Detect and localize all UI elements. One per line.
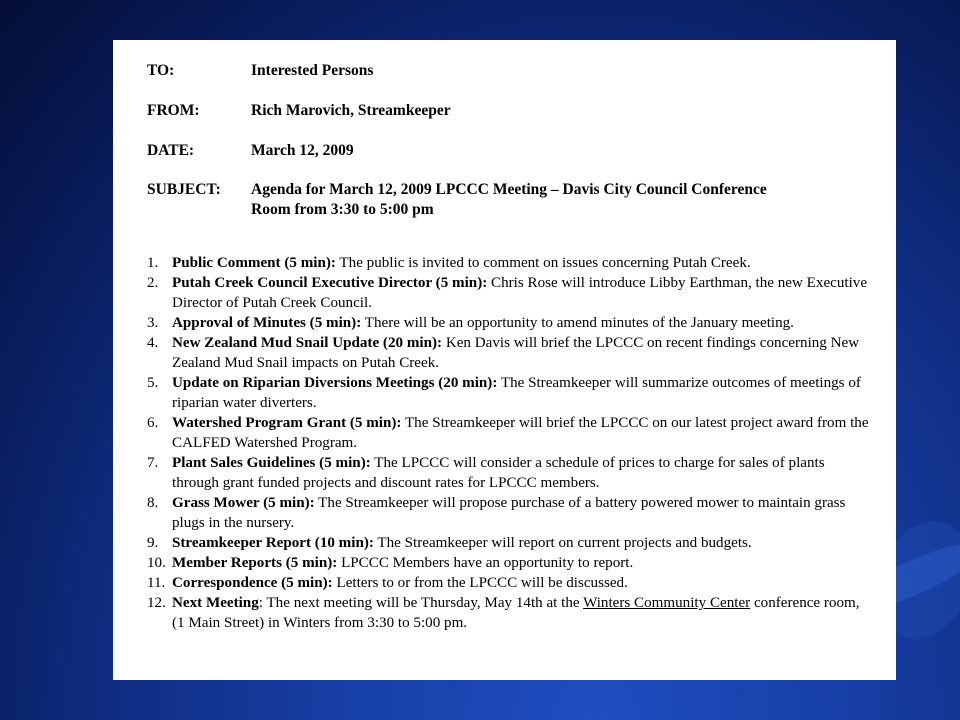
agenda-item-title: Streamkeeper Report (10 min): <box>172 535 374 551</box>
agenda-item <box>147 553 872 573</box>
memo-subject-value <box>251 180 851 220</box>
memo-document <box>113 40 896 680</box>
agenda-item-number: 9. <box>147 535 159 551</box>
winters-community-center-link[interactable]: Winters Community Center <box>583 595 751 611</box>
agenda-item <box>147 533 872 553</box>
agenda-item-title: Approval of Minutes (5 min): <box>172 315 362 331</box>
agenda-item-number: 6. <box>147 415 159 431</box>
agenda-item-text: The Streamkeeper will propose purchase of a battery powered mower to maintain grass plugs in the nursery. <box>172 495 846 531</box>
agenda-item-number: 3. <box>147 315 159 331</box>
agenda-item-title: Plant Sales Guidelines (5 min): <box>172 455 371 471</box>
agenda-item-number: 7. <box>147 455 159 471</box>
memo-from-value: Rich Marovich, Streamkeeper <box>251 102 451 119</box>
agenda-item-number: 5. <box>147 375 159 391</box>
agenda-item <box>147 253 872 273</box>
memo-subject-line: Room from 3:30 to 5:00 pm <box>251 201 434 218</box>
agenda-item-title: Next Meeting <box>172 595 259 611</box>
agenda-item-number: 12. <box>147 595 166 611</box>
agenda-item-title: Putah Creek Council Executive Director (5 min): <box>172 275 488 291</box>
agenda-item-number: 4. <box>147 335 159 351</box>
agenda-list <box>147 253 872 633</box>
agenda-item-title: Watershed Program Grant (5 min): <box>172 415 402 431</box>
agenda-item-title: Correspondence (5 min): <box>172 575 333 591</box>
agenda-item-number: 2. <box>147 275 159 291</box>
agenda-item-text: : The next meeting will be Thursday, May 14th at the <box>258 595 584 611</box>
agenda-item-number: 11. <box>147 575 166 591</box>
agenda-item-text: Chris Rose will introduce Libby Earthman, the new Executive Director of Putah Creek Council. <box>172 275 868 311</box>
memo-to-value: Interested Persons <box>251 62 374 79</box>
agenda-item-text: Ken Davis will brief the LPCCC on recent findings concerning New Zealand Mud Snail impacts on Putah Creek. <box>172 335 860 371</box>
agenda-item-title: Grass Mower (5 min): <box>172 495 315 511</box>
agenda-item <box>147 453 872 493</box>
agenda-item-text: conference room, (1 Main Street) in Winters from 3:30 to 5:00 pm. <box>172 595 860 631</box>
agenda-item <box>147 413 872 453</box>
memo-subject-line: Agenda for March 12, 2009 LPCCC Meeting – Davis City Council Conference <box>251 181 767 198</box>
memo-date-value: March 12, 2009 <box>251 142 354 159</box>
memo-date-label: DATE: <box>147 142 195 159</box>
agenda-item-title: New Zealand Mud Snail Update (20 min): <box>172 335 443 351</box>
agenda-item-text: The Streamkeeper will report on current projects and budgets. <box>373 535 752 551</box>
agenda-item <box>147 313 872 333</box>
agenda-item-text: LPCCC Members have an opportunity to report. <box>337 555 634 571</box>
agenda-item-number: 8. <box>147 495 159 511</box>
agenda-item-text: The LPCCC will consider a schedule of prices to charge for sales of plants through grant funded projects and discount rates for LPCCC members. <box>172 455 825 491</box>
agenda-item-title: Public Comment (5 min): <box>172 255 336 271</box>
memo-subject-label: SUBJECT: <box>147 181 221 198</box>
memo-from-label: FROM: <box>147 102 200 119</box>
agenda-item <box>147 573 872 593</box>
agenda-item <box>147 273 872 313</box>
agenda-item-title: Update on Riparian Diversions Meetings (20 min): <box>172 375 498 391</box>
agenda-item <box>147 593 872 633</box>
memo-to-label: TO: <box>147 62 175 79</box>
agenda-item-text: The Streamkeeper will summarize outcomes of meetings of riparian water diverters. <box>172 375 861 411</box>
agenda-item <box>147 333 872 373</box>
agenda-item-number: 1. <box>147 255 159 271</box>
agenda-item-text: Letters to or from the LPCCC will be discussed. <box>332 575 628 591</box>
agenda-item-number: 10. <box>147 555 166 571</box>
agenda-item <box>147 493 872 533</box>
agenda-item-title: Member Reports (5 min): <box>172 555 338 571</box>
agenda-item <box>147 373 872 413</box>
agenda-item-text: The public is invited to comment on issues concerning Putah Creek. <box>335 255 751 271</box>
agenda-item-text: There will be an opportunity to amend minutes of the January meeting. <box>361 315 794 331</box>
agenda-item-text: The Streamkeeper will brief the LPCCC on our latest project award from the CALFED Watershed Program. <box>172 415 869 451</box>
